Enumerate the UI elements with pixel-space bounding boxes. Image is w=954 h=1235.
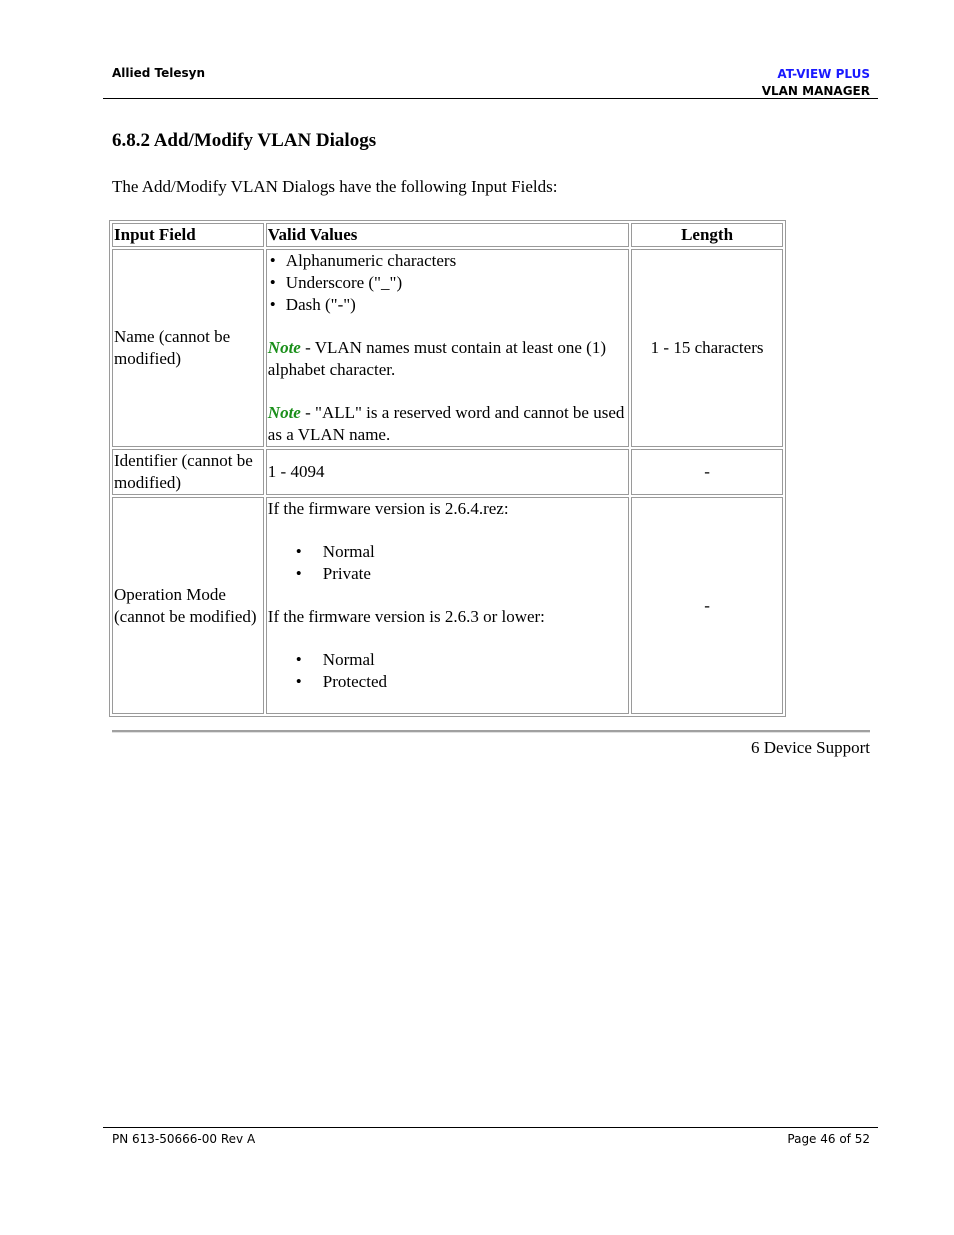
footer-divider: [103, 1127, 878, 1128]
table-row: [112, 449, 783, 495]
table-row: [112, 497, 783, 714]
list-item: • Underscore ("_"): [268, 272, 627, 294]
length-cell: -: [631, 449, 783, 495]
length-cell: 1 - 15 characters: [631, 249, 783, 447]
length-cell: -: [631, 497, 783, 714]
list-item: • Private: [268, 563, 627, 585]
list-item: • Normal: [268, 541, 627, 563]
field-name-cell: Operation Mode (cannot be modified): [112, 497, 264, 714]
header-divider: [103, 98, 878, 99]
table-header-row: [112, 223, 783, 247]
note-paragraph: [268, 402, 627, 446]
note-paragraph: [268, 337, 627, 381]
header-valid-values: Valid Values: [266, 223, 629, 247]
note-label: Note: [267, 338, 301, 357]
note-text: - VLAN names must contain at least one (1) alphabet character.: [267, 338, 606, 379]
valid-values-cell: [266, 249, 629, 447]
firmware-condition: If the firmware version is 2.6.3 or lower:: [267, 607, 545, 626]
header-length: Length: [631, 223, 783, 247]
input-fields-table: [109, 220, 786, 717]
section-title: 6.8.2 Add/Modify VLAN Dialogs: [112, 130, 377, 151]
list-item: • Dash ("-"): [268, 294, 627, 316]
header-input-field: Input Field: [112, 223, 264, 247]
field-name-cell: Name (cannot be modified): [112, 249, 264, 447]
section-footer-label: 6 Device Support: [751, 738, 870, 757]
list-item: • Alphanumeric characters: [268, 250, 627, 272]
company-name: Allied Telesyn: [112, 66, 206, 80]
list-item: • Normal: [268, 649, 627, 671]
field-name-cell: Identifier (cannot be modified): [112, 449, 264, 495]
mode-list: [268, 541, 627, 585]
product-name: AT-VIEW PLUS: [777, 67, 870, 81]
part-number: PN 613-50666-00 Rev A: [112, 1132, 256, 1146]
valid-values-cell: [266, 497, 629, 714]
mode-list: [268, 649, 627, 693]
table-row: [112, 249, 783, 447]
valid-values-cell: 1 - 4094: [266, 449, 629, 495]
document-header-right: [762, 66, 870, 100]
section-intro: The Add/Modify VLAN Dialogs have the following Input Fields:: [112, 177, 558, 196]
list-item: • Protected: [268, 671, 627, 693]
section-divider: [112, 730, 870, 733]
note-label: Note: [267, 403, 301, 422]
firmware-condition: If the firmware version is 2.6.4.rez:: [267, 499, 509, 518]
module-name: VLAN MANAGER: [761, 84, 870, 98]
valid-values-list: [268, 250, 627, 316]
note-text: - "ALL" is a reserved word and cannot be used as a VLAN name.: [267, 403, 625, 444]
page-number: Page 46 of 52: [787, 1132, 870, 1146]
